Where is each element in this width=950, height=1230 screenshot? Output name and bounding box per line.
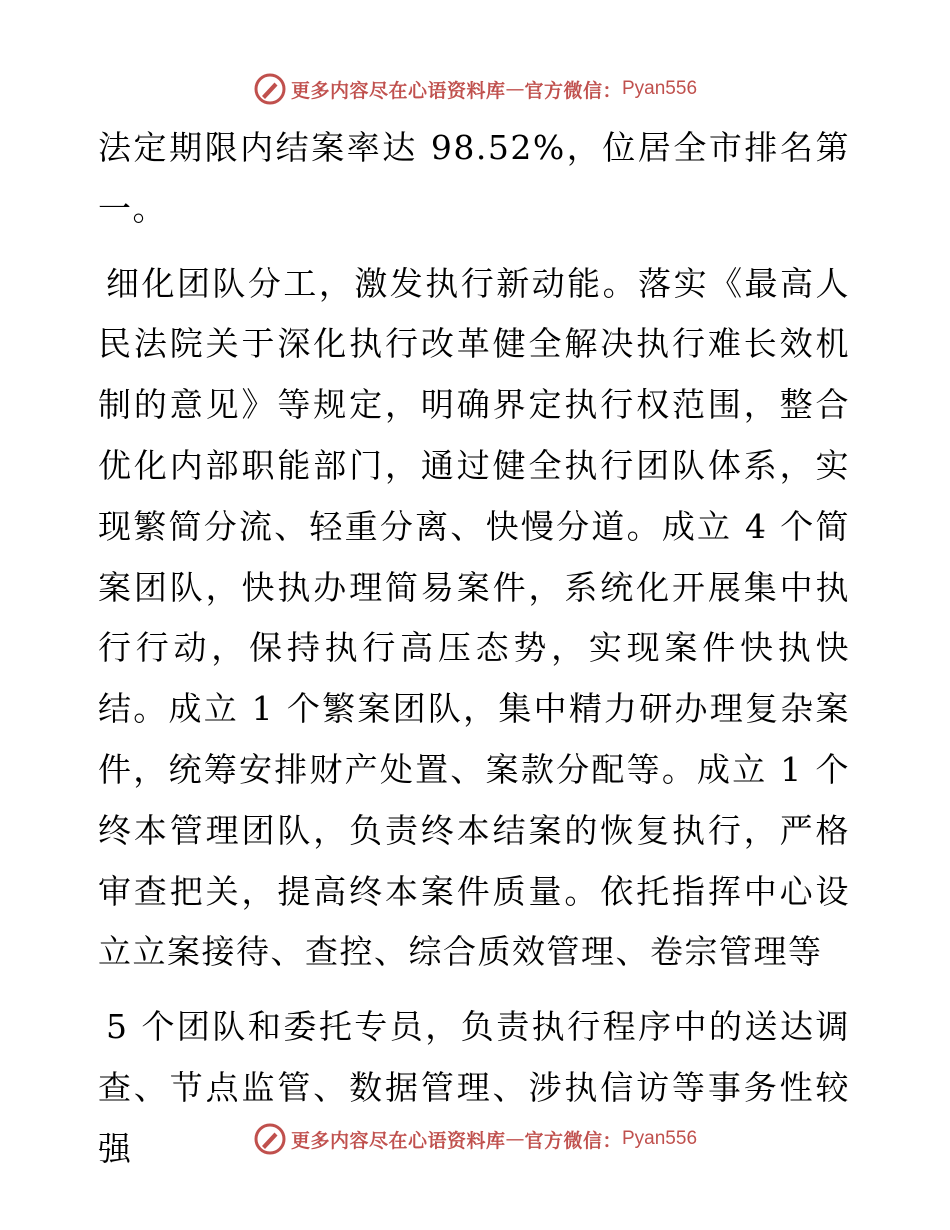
footer-watermark xyxy=(0,1122,950,1156)
header-watermark xyxy=(0,72,950,106)
watermark-wechat-id: Pyan556 xyxy=(622,78,698,99)
document-body xyxy=(98,118,850,1180)
paragraph-2: 细化团队分工，激发执行新动能。落实《最高人民法院关于深化执行改革健全解决执行难长效机制的意见》等规定，明确界定执行权范围，整合优化内部职能部门，通过健全执行团队体系，实现繁简分流、轻重分离、快慢分道。成立 4 个简案团队，快执办理简易案件，系统化开展集中执行行动，保持执行高压态势，实现案件快执快结。成立 1 个繁案团队，集中精力研办理复杂案件，统筹安排财产处置、案款分配等。成立 1 个终本管理团队，负责终本结案的恢复执行，严格审查把关，提高终本案件质量。依托指挥中心设立立案接待、查控、综合质效管理、卷宗管理等 xyxy=(98,263,850,972)
paragraph-1: 法定期限内结案率达 98.52%，位居全市排名第一。 xyxy=(98,128,850,228)
watermark-separator: — xyxy=(505,1128,525,1150)
watermark-text: 更多内容尽在心语资料库 xyxy=(290,79,506,102)
watermark-separator: — xyxy=(505,78,525,100)
pen-logo-icon xyxy=(253,1122,287,1156)
watermark-official: 官方微信： xyxy=(524,79,622,102)
watermark-official: 官方微信： xyxy=(524,1129,622,1152)
watermark-text: 更多内容尽在心语资料库 xyxy=(290,1129,506,1152)
paragraph-3: 5 个团队和委托专员，负责执行程序中的送达调查、节点监管、数据管理、涉执信访等事务性较强 xyxy=(98,1007,850,1168)
watermark-wechat-id: Pyan556 xyxy=(622,1128,698,1149)
pen-logo-icon xyxy=(253,72,287,106)
